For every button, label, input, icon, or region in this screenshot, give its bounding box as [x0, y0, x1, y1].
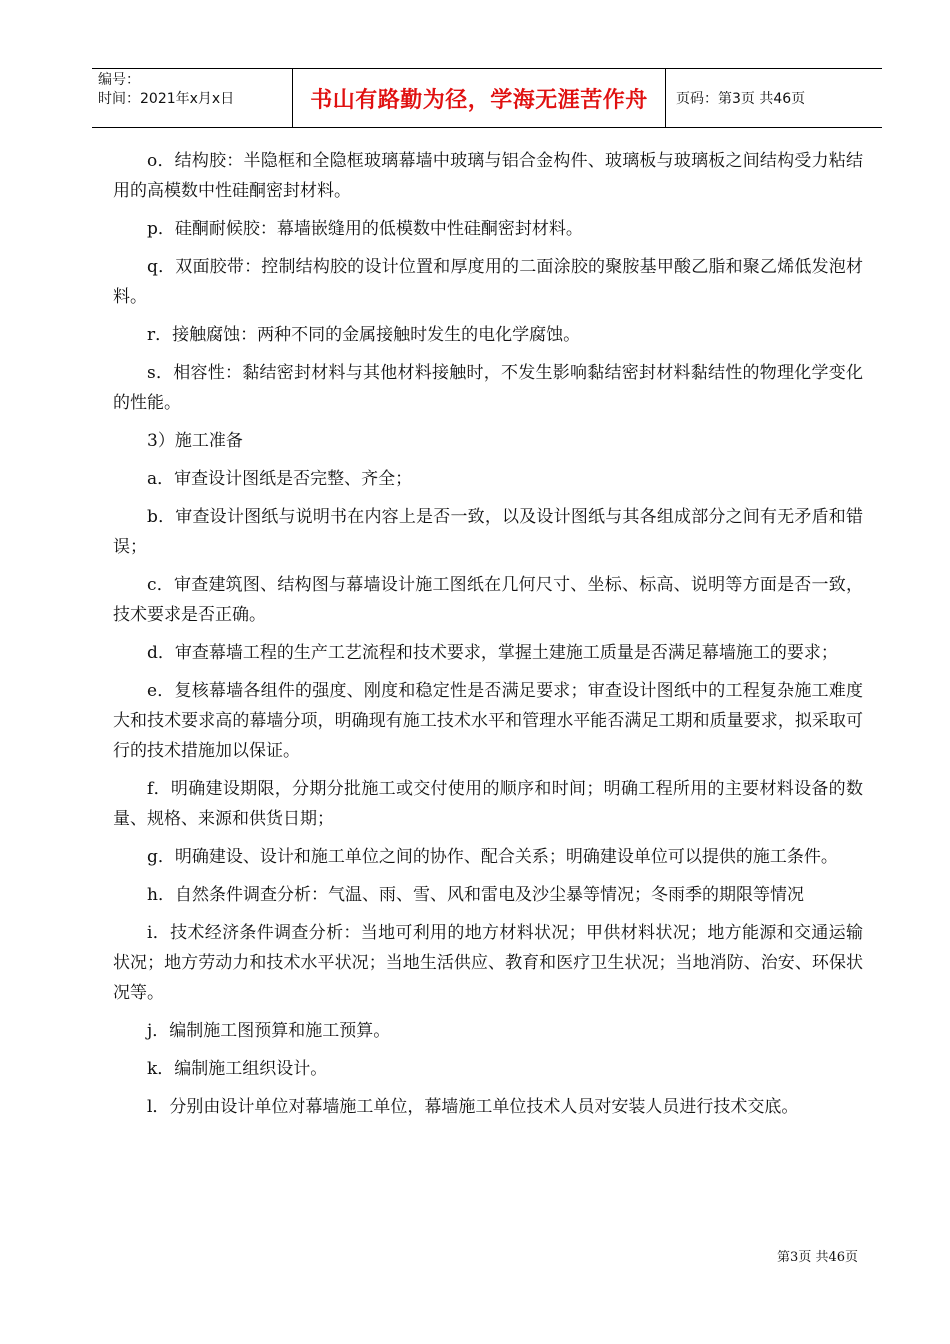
- paragraph: i．技术经济条件调查分析：当地可利用的地方材料状况；甲供材料状况；地方能源和交通运输状况；地方劳动力和技术水平状况；当地生活供应、教育和医疗卫生状况；当地消防、治安、环保状况等。: [113, 923, 863, 1003]
- page-header: [92, 68, 882, 128]
- header-motto: 书山有路勤为径，学海无涯苦作舟: [293, 69, 666, 127]
- paragraph: r．接触腐蚀：两种不同的金属接触时发生的电化学腐蚀。: [147, 325, 581, 345]
- paragraph: a．审查设计图纸是否完整、齐全；: [147, 469, 413, 489]
- paragraph: b．审查设计图纸与说明书在内容上是否一致，以及设计图纸与其各组成部分之间有无矛盾和错误；: [113, 507, 863, 557]
- paragraph: c．审查建筑图、结构图与幕墙设计施工图纸在几何尺寸、坐标、标高、说明等方面是否一致，技术要求是否正确。: [113, 575, 863, 625]
- paragraph: d．审查幕墙工程的生产工艺流程和技术要求，掌握土建施工质量是否满足幕墙施工的要求；: [147, 643, 838, 663]
- paragraph: p．硅酮耐候胶：幕墙嵌缝用的低模数中性硅酮密封材料。: [147, 219, 583, 239]
- document-body: [113, 146, 863, 1130]
- paragraph: q．双面胶带：控制结构胶的设计位置和厚度用的二面涂胶的聚胺基甲酸乙脂和聚乙烯低发泡材料。: [113, 257, 863, 307]
- paragraph: f．明确建设期限，分期分批施工或交付使用的顺序和时间；明确工程所用的主要材料设备的数量、规格、来源和供货日期；: [113, 779, 863, 829]
- header-page-label: 页码：第3页 共46页: [676, 91, 806, 107]
- paragraph: g．明确建设、设计和施工单位之间的协作、配合关系；明确建设单位可以提供的施工条件。: [147, 847, 838, 867]
- header-time-label: 时间：2021年x月x日: [98, 91, 235, 107]
- paragraph: s．相容性：黏结密封材料与其他材料接触时，不发生影响黏结密封材料黏结性的物理化学变化的性能。: [113, 363, 863, 413]
- paragraph: o．结构胶：半隐框和全隐框玻璃幕墙中玻璃与铝合金构件、玻璃板与玻璃板之间结构受力粘结用的高模数中性硅酮密封材料。: [113, 151, 863, 201]
- header-number-label: 编号：: [98, 72, 140, 88]
- paragraph: k．编制施工组织设计。: [147, 1059, 328, 1079]
- page-footer: 第3页 共46页: [777, 1250, 858, 1265]
- paragraph: h．自然条件调查分析：气温、雨、雪、风和雷电及沙尘暴等情况；冬雨季的期限等情况: [147, 885, 804, 905]
- section-heading: 3）施工准备: [147, 431, 243, 451]
- paragraph: j．编制施工图预算和施工预算。: [147, 1021, 391, 1041]
- paragraph: e．复核幕墙各组件的强度、刚度和稳定性是否满足要求；审查设计图纸中的工程复杂施工难度大和技术要求高的幕墙分项，明确现有施工技术水平和管理水平能否满足工期和质量要求，拟采取可行的技术措施加以保证。: [113, 681, 863, 761]
- paragraph: l．分别由设计单位对幕墙施工单位，幕墙施工单位技术人员对安装人员进行技术交底。: [147, 1097, 799, 1117]
- header-info: [92, 69, 293, 127]
